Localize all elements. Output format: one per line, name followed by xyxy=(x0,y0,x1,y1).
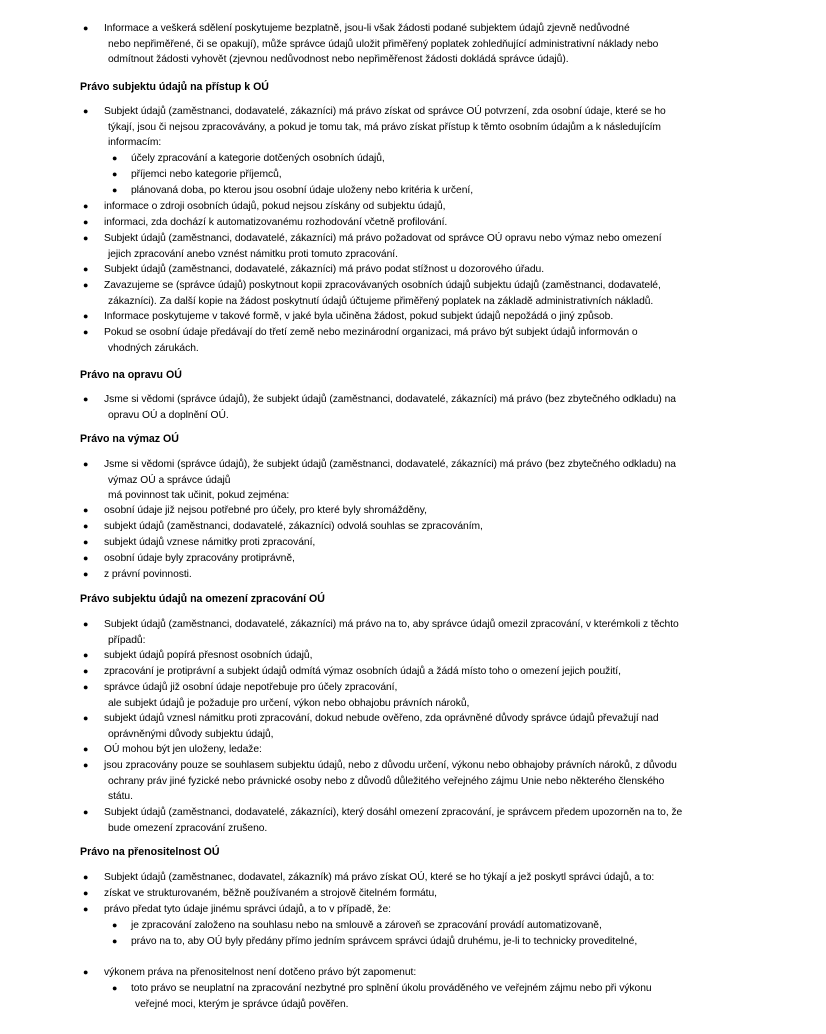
text-line: ochrany práv jiné fyzické nebo právnické osoby nebo z důvodů důležitého veřejného zájmu Unie nebo některého členského xyxy=(108,775,665,787)
text-line: subjekt údajů popírá přesnost osobních údajů, xyxy=(104,650,313,661)
list-item xyxy=(83,617,764,648)
list-item xyxy=(83,870,764,886)
bullet-icon: ● xyxy=(83,505,89,515)
section-heading: Právo na přenositelnost OÚ xyxy=(80,846,220,858)
text-line: účely zpracování a kategorie dotčených osobních údajů, xyxy=(131,153,385,164)
list-item xyxy=(83,457,764,504)
text-line: jejich zpracování anebo vznést námitku proti tomuto zpracování. xyxy=(108,248,398,260)
text-line: Informace poskytujeme v takové formě, v jaké byla učiněna žádost, pokud subjekt údajů nepožádá o jiný způsob. xyxy=(104,311,614,322)
list-item xyxy=(83,742,764,758)
list-item xyxy=(83,965,764,981)
text-line: Subjekt údajů (zaměstnanci, dodavatelé, zákazníci), který dosáhl omezení zpracování, je správcem předem upozorněn na to, že xyxy=(104,807,683,818)
section-heading: Právo na opravu OÚ xyxy=(80,369,182,381)
bullet-icon: ● xyxy=(83,280,89,290)
text-line: informaci, zda dochází k automatizovanému rozhodování včetně profilování. xyxy=(104,217,448,228)
list-item xyxy=(83,309,764,325)
bullet-icon: ● xyxy=(83,872,89,882)
list-item xyxy=(83,680,764,711)
text-line: jsou zpracovány pouze se souhlasem subjektu údajů, nebo z důvodu určení, výkonu nebo obhajoby právních nároků, z důvodu xyxy=(104,760,677,771)
text-line: opravu OÚ a doplnění OÚ. xyxy=(108,409,229,421)
list-item xyxy=(83,503,764,519)
list-item xyxy=(83,567,764,583)
bullet-icon: ● xyxy=(83,394,89,404)
text-line: plánovaná doba, po kterou jsou osobní údaje uloženy nebo kritéria k určení, xyxy=(131,185,474,196)
text-line: subjekt údajů (zaměstnanci, dodavatelé, zákazníci) odvolá souhlas se zpracováním, xyxy=(104,521,483,532)
bullet-icon: ● xyxy=(83,807,89,817)
list-item xyxy=(83,886,764,902)
text-line: týkají, jsou či nejsou zpracovávány, a pokud je tomu tak, má právo získat přístup k těmto osobním údajům a k následujícím xyxy=(108,121,661,133)
list-item xyxy=(83,711,764,742)
list-item xyxy=(83,21,764,68)
bullet-icon: ● xyxy=(83,569,89,579)
bullet-icon: ● xyxy=(83,904,89,914)
list-item xyxy=(83,199,764,215)
list-item xyxy=(83,664,764,680)
list-item xyxy=(83,325,764,356)
text-line: příjemci nebo kategorie příjemců, xyxy=(131,169,282,180)
section-heading: Právo subjektu údajů na přístup k OÚ xyxy=(80,81,269,93)
text-line: Pokud se osobní údaje předávají do třetí země nebo mezinárodní organizaci, má právo být subjekt údajů informován o xyxy=(104,327,638,338)
bullet-icon: ● xyxy=(83,23,89,33)
text-line: získat ve strukturovaném, běžně používaném a strojově čitelném formátu, xyxy=(104,888,437,899)
bullet-icon: ● xyxy=(83,264,89,274)
text-line: právo na to, aby OÚ byly předány přímo jedním správcem správci údajů druhému, je-li to technicky proveditelné, xyxy=(131,936,638,947)
bullet-icon: ● xyxy=(83,619,89,629)
bullet-icon: ● xyxy=(112,153,118,163)
bullet-icon: ● xyxy=(83,650,89,660)
text-line: ale subjekt údajů je požaduje pro určení, výkon nebo obhajobu právních nároků, xyxy=(108,697,470,709)
text-line: správce údajů již osobní údaje nepotřebuje pro účely zpracování, xyxy=(104,682,398,693)
text-line: případů: xyxy=(108,634,146,646)
list-item xyxy=(83,104,764,151)
bullet-icon: ● xyxy=(83,744,89,754)
text-line: Subjekt údajů (zaměstnanci, dodavatelé, zákazníci) má právo podat stížnost u dozorového úřadu. xyxy=(104,264,545,275)
text-line: státu. xyxy=(108,791,133,802)
text-line: má povinnost tak učinit, pokud zejména: xyxy=(108,490,290,501)
bullet-icon: ● xyxy=(83,217,89,227)
list-item xyxy=(83,648,764,664)
section-heading: Právo subjektu údajů na omezení zpracování OÚ xyxy=(80,593,325,605)
text-line: právo předat tyto údaje jinému správci údajů, a to v případě, že: xyxy=(104,904,391,915)
bullet-icon: ● xyxy=(83,888,89,898)
text-line: Zavazujeme se (správce údajů) poskytnout kopii zpracovávaných osobních údajů subjektu údajů (zaměstnanci, dodavatelé, xyxy=(104,280,661,291)
text-line: odmítnout žádosti vyhovět (zjevnou nedůvodnost nebo nepřiměřenost žádosti dokládá správce údajů). xyxy=(108,54,569,65)
text-line: oprávněnými důvody subjektu údajů, xyxy=(108,728,274,740)
text-line: je zpracování založeno na souhlasu nebo na smlouvě a zároveň se zpracování provádí automatizovaně, xyxy=(131,920,602,931)
bullet-icon: ● xyxy=(112,920,118,930)
sub-list-item xyxy=(112,918,771,934)
bullet-icon: ● xyxy=(83,521,89,531)
text-line: informace o zdroji osobních údajů, pokud nejsou získány od subjektu údajů, xyxy=(104,201,446,212)
bullet-icon: ● xyxy=(112,983,118,993)
text-line: Jsme si vědomi (správce údajů), že subjekt údajů (zaměstnanci, dodavatelé, zákazníci) má právo (bez zbytečného odkladu) na xyxy=(104,394,676,405)
text-line: výkonem práva na přenositelnost není dotčeno právo být zapomenut: xyxy=(104,967,417,978)
list-item xyxy=(83,262,764,278)
sub-list-item xyxy=(112,183,771,199)
text-line: bude omezení zpracování zrušeno. xyxy=(108,822,268,834)
text-line: Jsme si vědomi (správce údajů), že subjekt údajů (zaměstnanci, dodavatelé, zákazníci) má právo (bez zbytečného odkladu) na xyxy=(104,459,676,470)
bullet-icon: ● xyxy=(83,682,89,692)
bullet-icon: ● xyxy=(112,169,118,179)
text-line: subjekt údajů vznesl námitku proti zpracování, dokud nebude ověřeno, zda oprávněné důvody správce údajů převažují nad xyxy=(104,713,659,724)
sub-list-item xyxy=(112,981,771,1012)
sub-list-item xyxy=(112,934,771,950)
section-heading: Právo na výmaz OÚ xyxy=(80,433,179,445)
bullet-icon: ● xyxy=(83,713,89,723)
sub-list-item xyxy=(112,167,771,183)
bullet-icon: ● xyxy=(112,936,118,946)
text-line: výmaz OÚ a správce údajů xyxy=(108,474,231,486)
text-line: vhodných zárukách. xyxy=(108,342,199,354)
text-line: zpracování je protiprávní a subjekt údajů odmítá výmaz osobních údajů a žádá místo toho o omezení jejich použití, xyxy=(104,666,621,677)
bullet-icon: ● xyxy=(83,760,89,770)
text-line: osobní údaje byly zpracovány protiprávně, xyxy=(104,553,295,564)
bullet-icon: ● xyxy=(83,233,89,243)
text-line: Subjekt údajů (zaměstnanci, dodavatelé, zákazníci) má právo požadovat od správce OÚ opravu nebo výmaz nebo omezení xyxy=(104,233,662,244)
text-line: nebo nepřiměřené, či se opakují), může správce údajů uložit přiměřený poplatek zohledňující administrativní náklady nebo xyxy=(108,38,659,50)
list-item xyxy=(83,902,764,918)
text-line: Subjekt údajů (zaměstnanci, dodavatelé, zákazníci) má právo získat od správce OÚ potvrzení, zda osobní údaje, které se ho xyxy=(104,106,666,117)
list-item xyxy=(83,805,764,836)
bullet-icon: ● xyxy=(83,327,89,337)
bullet-icon: ● xyxy=(83,666,89,676)
bullet-icon: ● xyxy=(83,201,89,211)
text-line: informacím: xyxy=(108,137,162,148)
text-line: subjekt údajů vznese námitky proti zpracování, xyxy=(104,537,316,548)
text-line: OÚ mohou být jen uloženy, ledaže: xyxy=(104,744,262,755)
list-item xyxy=(83,758,764,805)
text-line: Subjekt údajů (zaměstnanec, dodavatel, zákazník) má právo získat OÚ, které se ho týkají a jež poskytl správci údajů, a to: xyxy=(104,872,655,883)
bullet-icon: ● xyxy=(83,967,89,977)
list-item xyxy=(83,215,764,231)
text-line: Informace a veškerá sdělení poskytujeme bezplatně, jsou-li však žádosti podané subjektem údajů zjevně nedůvodné xyxy=(104,23,630,34)
sub-list-item xyxy=(112,151,771,167)
bullet-icon: ● xyxy=(83,553,89,563)
text-line: zákazníci). Za další kopie na žádost poskytnutí údajů účtujeme přiměřený poplatek na základě administrativních nákladů. xyxy=(108,295,654,307)
list-item xyxy=(83,231,764,262)
list-item xyxy=(83,535,764,551)
text-line: osobní údaje již nejsou potřebné pro účely, pro které byly shromážděny, xyxy=(104,505,427,516)
list-item xyxy=(83,519,764,535)
bullet-icon: ● xyxy=(83,537,89,547)
bullet-icon: ● xyxy=(112,185,118,195)
bullet-icon: ● xyxy=(83,459,89,469)
bullet-icon: ● xyxy=(83,106,89,116)
text-line: veřejné moci, kterým je správce údajů pověřen. xyxy=(135,998,349,1010)
list-item xyxy=(83,392,764,423)
text-line: Subjekt údajů (zaměstnanci, dodavatelé, zákazníci) má právo na to, aby správce údajů omezil zpracování, v kterémkoli z těchto xyxy=(104,619,679,630)
list-item xyxy=(83,551,764,567)
text-line: toto právo se neuplatní na zpracování nezbytné pro splnění úkolu prováděného ve veřejném zájmu nebo při výkonu xyxy=(131,983,652,994)
list-item xyxy=(83,278,764,309)
bullet-icon: ● xyxy=(83,311,89,321)
text-line: z právní povinnosti. xyxy=(104,569,192,580)
